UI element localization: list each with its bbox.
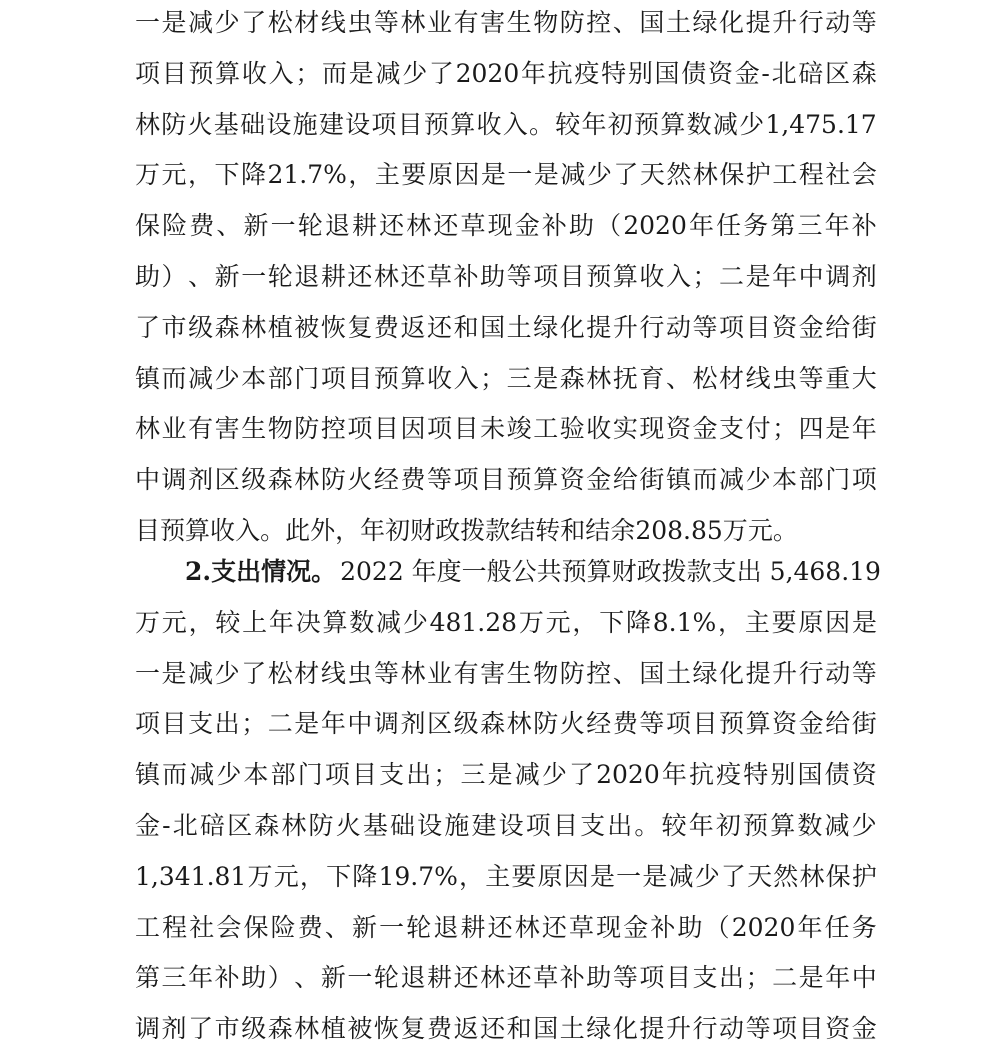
text-line: 万 元 ， 较 上 年 决 算 数 减 少 481.28 万 元 ， 下 降 8.1% ， 主 要 原 因 是 bbox=[135, 607, 877, 637]
text-line: 目 预 算 收 入 。 此 外 ， 年 初 财 政 拨 款 结 转 和 结 余 208.85 万 元 。 bbox=[135, 515, 798, 545]
paragraph-expenditure bbox=[135, 547, 881, 1055]
text-line: 林 业 有 害 生 物 防 控 项 目 因 项 目 未 竣 工 验 收 实 现 资 金 支 付 ； 四 是 年 bbox=[135, 414, 877, 444]
text-line: 万 元 ， 下 降 21.7% ， 主 要 原 因 是 一 是 减 少 了 天 然 林 保 护 工 程 社 会 bbox=[135, 160, 877, 190]
text-line: 一 是 减 少 了 松 材 线 虫 等 林 业 有 害 生 物 防 控 、 国 土 绿 化 提 升 行 动 等 bbox=[135, 8, 877, 37]
text-line: 助 ） 、 新 一 轮 退 耕 还 林 还 草 补 助 等 项 目 预 算 收 入 ； 二 是 年 中 调 剂 bbox=[135, 261, 877, 291]
text-line: 调 剂 了 市 级 森 林 植 被 恢 复 费 返 还 和 国 土 绿 化 提 升 行 动 等 项 目 资 金 bbox=[135, 1014, 877, 1044]
heading-line-rest: 2022 年度一般公共预算财政拨款支出 5,468.19 bbox=[340, 557, 881, 586]
paragraph-revenue bbox=[135, 0, 877, 557]
text-line: 了 市 级 森 林 植 被 恢 复 费 返 还 和 国 土 绿 化 提 升 行 动 等 项 目 资 金 给 街 bbox=[135, 312, 877, 342]
text-line: 金 - 北 碚 区 森 林 防 火 基 础 设 施 建 设 项 目 支 出 。 较 年 初 预 算 数 减 少 bbox=[135, 810, 877, 840]
text-line: 保 险 费 、 新 一 轮 退 耕 还 林 还 草 现 金 补 助 （ 2020 年 任 务 第 三 年 补 bbox=[135, 211, 877, 241]
section-heading: 2.支出情况。 bbox=[185, 557, 337, 586]
text-line: 中 调 剂 区 级 森 林 防 火 经 费 等 项 目 预 算 资 金 给 街 镇 而 减 少 本 部 门 项 bbox=[135, 465, 877, 495]
text-line: 镇 而 减 少 本 部 门 项 目 支 出 ； 三 是 减 少 了 2020 年 抗 疫 特 别 国 债 资 bbox=[135, 760, 877, 790]
text-line: 项 目 预 算 收 入 ； 而 是 减 少 了 2020 年 抗 疫 特 别 国 债 资 金 - 北 碚 区 森 bbox=[135, 58, 877, 88]
text-line: 一 是 减 少 了 松 材 线 虫 等 林 业 有 害 生 物 防 控 、 国 土 绿 化 提 升 行 动 等 bbox=[135, 658, 877, 688]
text-line: 1,341.81 万 元 ， 下 降 19.7% ， 主 要 原 因 是 一 是 减 少 了 天 然 林 保 护 bbox=[135, 861, 877, 891]
text-line: 工 程 社 会 保 险 费 、 新 一 轮 退 耕 还 林 还 草 现 金 补 助 （ 2020 年 任 务 bbox=[135, 912, 877, 942]
text-line: 第 三 年 补 助 ） 、 新 一 轮 退 耕 还 林 还 草 补 助 等 项 目 支 出 ； 二 是 年 中 bbox=[135, 963, 877, 993]
text-line: 项 目 支 出 ； 二 是 年 中 调 剂 区 级 森 林 防 火 经 费 等 项 目 预 算 资 金 给 街 bbox=[135, 709, 877, 739]
text-line: 镇 而 减 少 本 部 门 项 目 预 算 收 入 ； 三 是 森 林 抚 育 、 松 材 线 虫 等 重 大 bbox=[135, 363, 877, 393]
text-line-heading bbox=[135, 547, 881, 598]
text-line: 林 防 火 基 础 设 施 建 设 项 目 预 算 收 入 。 较 年 初 预 算 数 减 少 1,475.17 bbox=[135, 109, 877, 139]
